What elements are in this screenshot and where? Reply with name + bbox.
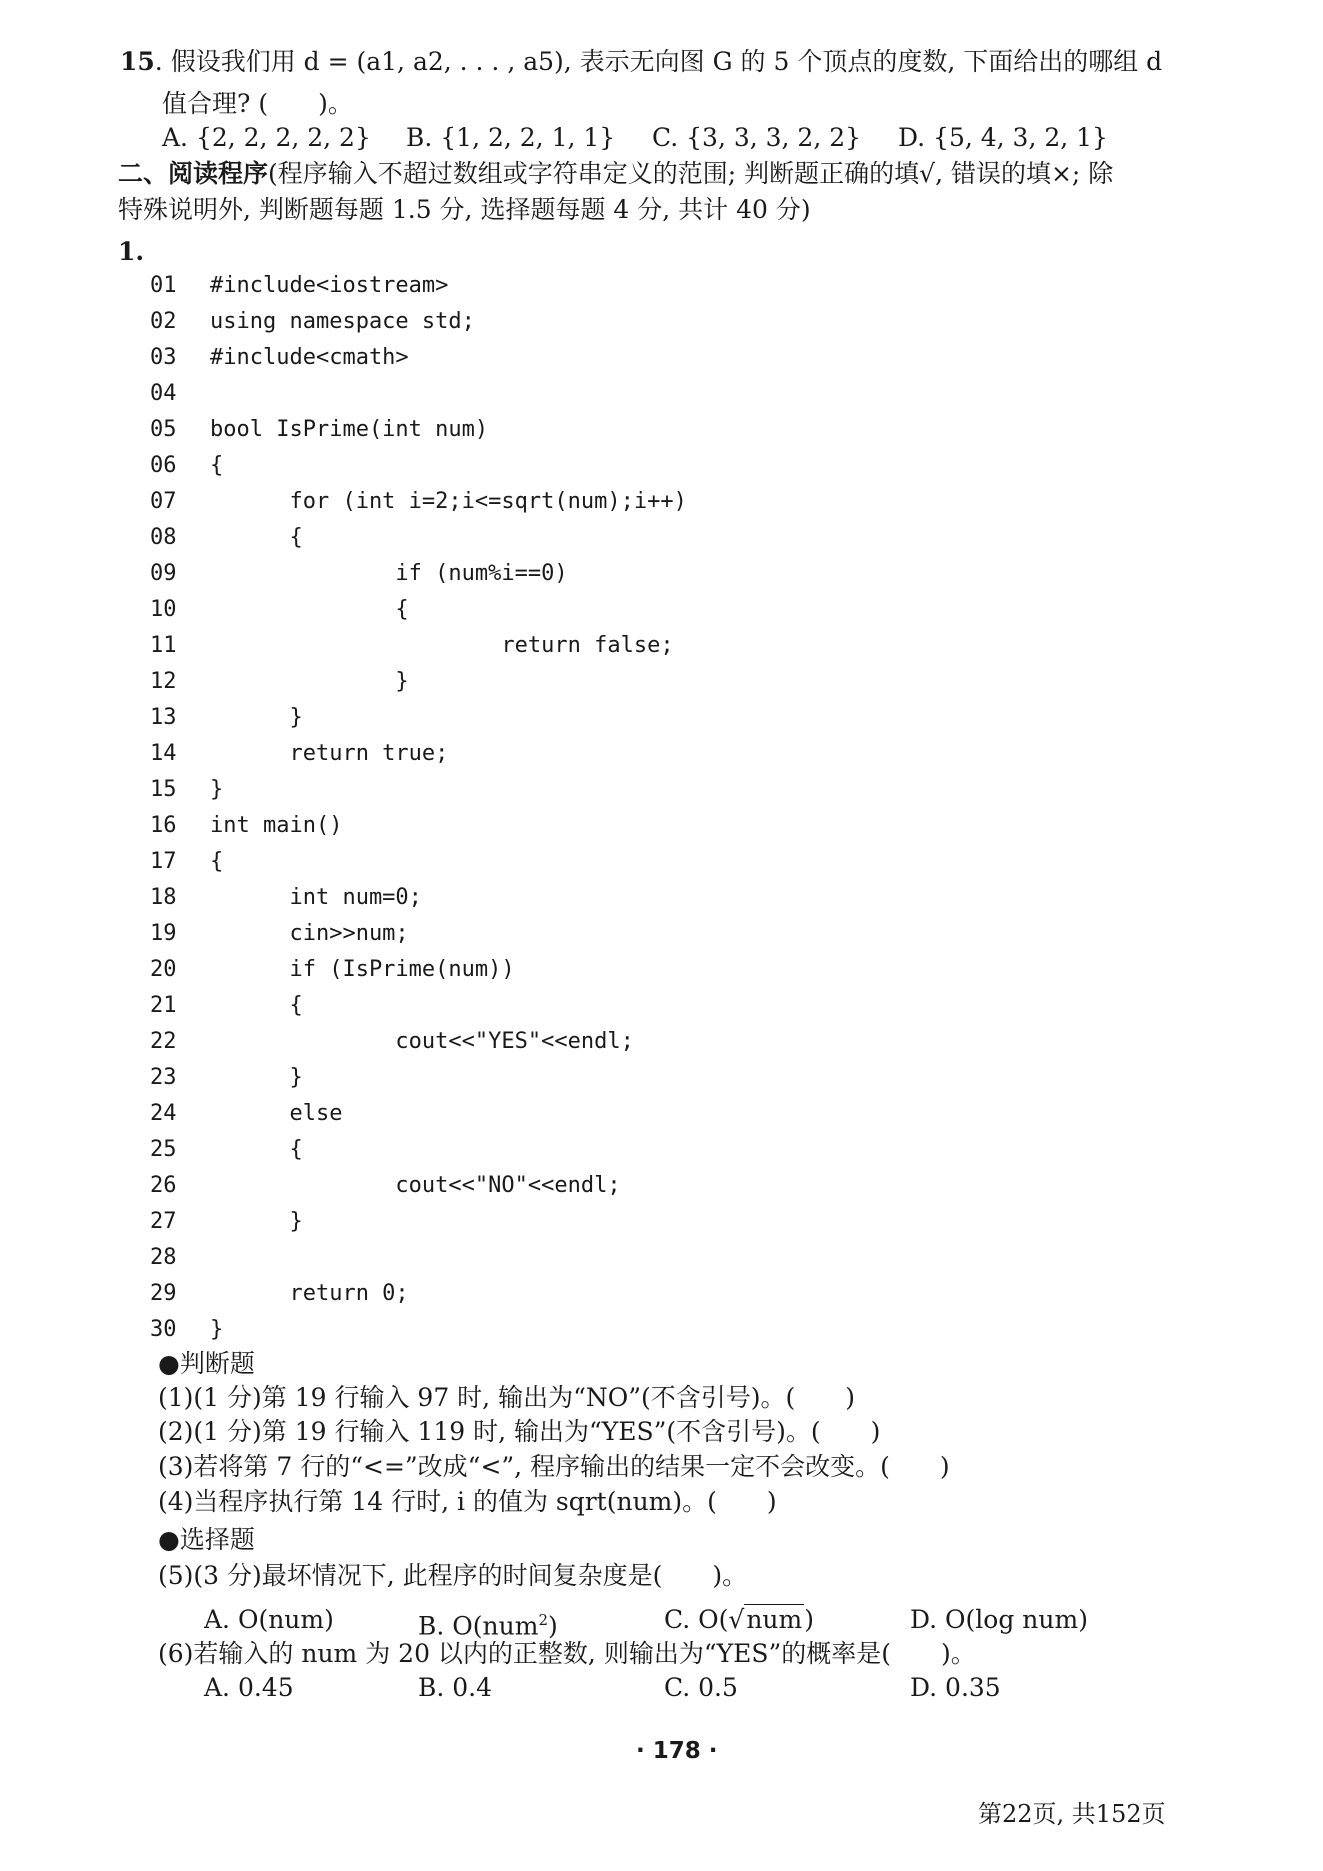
- code-line-text: {: [210, 849, 224, 874]
- code-line: [150, 736, 448, 772]
- code-line-text: for (int i=2;i<=sqrt(num);i++): [210, 489, 687, 514]
- q15-line1: [120, 46, 1162, 78]
- code-line-text: cin>>num;: [210, 921, 409, 946]
- code-line-text: bool IsPrime(int num): [210, 417, 489, 442]
- code-line: [150, 700, 303, 736]
- code-line-text: if (IsPrime(num)): [210, 957, 515, 982]
- code-line-text: }: [210, 1065, 303, 1090]
- code-line-text: if (num%i==0): [210, 561, 568, 586]
- q15-option-c: C. {3, 3, 3, 2, 2}: [652, 123, 862, 152]
- judge-item-2: (2)(1 分)第 19 行输入 119 时, 输出为“YES”(不含引号)。( ): [158, 1417, 881, 1446]
- q6-option-b: B. 0.4: [418, 1673, 493, 1702]
- code-line-text: return false;: [210, 633, 674, 658]
- code-line-number: 06: [150, 453, 177, 478]
- code-line: [150, 268, 448, 304]
- code-line-number: 02: [150, 309, 177, 334]
- q15-option-a: A. {2, 2, 2, 2, 2}: [162, 123, 371, 152]
- code-line-number: 16: [150, 813, 177, 838]
- page-number: · 178 ·: [636, 1738, 718, 1764]
- code-line: [150, 340, 409, 376]
- code-line-number: 17: [150, 849, 177, 874]
- code-line-number: 19: [150, 921, 177, 946]
- code-line-text: }: [210, 705, 303, 730]
- code-line-number: 03: [150, 345, 177, 370]
- code-line: [150, 916, 409, 952]
- q5-option-a: A. O(num): [204, 1605, 334, 1634]
- code-line: [150, 520, 303, 556]
- section-title: 二、阅读程序: [118, 159, 269, 188]
- code-line-number: 10: [150, 597, 177, 622]
- page-info: 第22页, 共152页: [978, 1800, 1166, 1828]
- code-line-text: int main(): [210, 813, 343, 838]
- sqrt-icon: √num: [728, 1605, 803, 1634]
- code-line-text: else: [210, 1101, 343, 1126]
- code-line-number: 18: [150, 885, 177, 910]
- code-line-text: return 0;: [210, 1281, 409, 1306]
- code-block: [150, 268, 850, 1348]
- code-line-number: 15: [150, 777, 177, 802]
- q5-option-c-prefix: C. O(: [664, 1605, 729, 1634]
- code-line-number: 08: [150, 525, 177, 550]
- code-line: [150, 1240, 210, 1276]
- problem-number: 1.: [118, 237, 145, 266]
- code-line-text: }: [210, 777, 224, 802]
- q5-option-d: D. O(log num): [910, 1605, 1088, 1634]
- code-line-number: 21: [150, 993, 177, 1018]
- judge-item-3: (3)若将第 7 行的“<=”改成“<”, 程序输出的结果一定不会改变。( ): [158, 1452, 950, 1481]
- code-line-text: #include<cmath>: [210, 345, 409, 370]
- code-line-text: #include<iostream>: [210, 273, 449, 298]
- code-line-number: 23: [150, 1065, 177, 1090]
- code-line-number: 04: [150, 381, 177, 406]
- code-line: [150, 808, 342, 844]
- code-line-number: 25: [150, 1137, 177, 1162]
- code-line-text: using namespace std;: [210, 309, 475, 334]
- code-line: [150, 628, 674, 664]
- code-line-number: 12: [150, 669, 177, 694]
- code-line: [150, 844, 223, 880]
- code-line: [150, 1312, 223, 1348]
- code-line: [150, 664, 409, 700]
- q6-stem: (6)若输入的 num 为 20 以内的正整数, 则输出为“YES”的概率是( )。: [158, 1639, 976, 1668]
- q5-option-b-exponent: 2: [538, 1611, 548, 1629]
- code-line: [150, 1168, 621, 1204]
- q15-number: 15: [120, 47, 155, 76]
- code-line: [150, 304, 475, 340]
- choice-heading: ●选择题: [158, 1525, 255, 1554]
- code-line: [150, 376, 210, 412]
- code-line: [150, 1024, 634, 1060]
- code-line-text: }: [210, 1209, 303, 1234]
- q6-option-c: C. 0.5: [664, 1673, 738, 1702]
- code-line: [150, 484, 687, 520]
- code-line: [150, 412, 488, 448]
- q5-option-b: [418, 1604, 558, 1642]
- code-line-text: {: [210, 597, 409, 622]
- code-line-text: }: [210, 669, 409, 694]
- code-line: [150, 1132, 303, 1168]
- code-line-text: {: [210, 453, 224, 478]
- code-line: [150, 1204, 303, 1240]
- section-desc-line2: 特殊说明外, 判断题每题 1.5 分, 选择题每题 4 分, 共计 40 分): [118, 195, 811, 224]
- code-line-number: 20: [150, 957, 177, 982]
- q5-stem: (5)(3 分)最坏情况下, 此程序的时间复杂度是( )。: [158, 1561, 748, 1590]
- code-line: [150, 1060, 303, 1096]
- code-line-number: 01: [150, 273, 177, 298]
- q15-option-b: B. {1, 2, 2, 1, 1}: [406, 123, 616, 152]
- code-line: [150, 988, 303, 1024]
- code-line-number: 22: [150, 1029, 177, 1054]
- code-line-number: 11: [150, 633, 177, 658]
- code-line-number: 27: [150, 1209, 177, 1234]
- code-line: [150, 592, 409, 628]
- q6-option-d: D. 0.35: [910, 1673, 1001, 1702]
- q15-option-d: D. {5, 4, 3, 2, 1}: [898, 123, 1108, 152]
- code-line-number: 05: [150, 417, 177, 442]
- code-line-number: 09: [150, 561, 177, 586]
- code-line-text: cout<<"NO"<<endl;: [210, 1173, 621, 1198]
- code-line: [150, 772, 223, 808]
- code-line-text: int num=0;: [210, 885, 422, 910]
- code-line: [150, 952, 515, 988]
- code-line-number: 29: [150, 1281, 177, 1306]
- code-line-number: 24: [150, 1101, 177, 1126]
- judge-item-1: (1)(1 分)第 19 行输入 97 时, 输出为“NO”(不含引号)。( ): [158, 1383, 856, 1412]
- q5-option-c-radicand: num: [746, 1605, 803, 1634]
- code-line-text: }: [210, 1317, 224, 1342]
- code-line-text: {: [210, 993, 303, 1018]
- judge-item-4: (4)当程序执行第 14 行时, i 的值为 sqrt(num)。( ): [158, 1487, 777, 1516]
- code-line: [150, 556, 568, 592]
- section-heading-line1: [118, 158, 1113, 190]
- q5-option-c: [664, 1604, 814, 1636]
- code-line: [150, 448, 223, 484]
- code-line: [150, 1276, 409, 1312]
- code-line-text: {: [210, 525, 303, 550]
- code-line-text: {: [210, 1137, 303, 1162]
- q15-stem-line2: 值合理? ( )。: [162, 89, 353, 118]
- code-line-number: 26: [150, 1173, 177, 1198]
- code-line-number: 30: [150, 1317, 177, 1342]
- code-line: [150, 1096, 342, 1132]
- q5-option-b-suffix: ): [547, 1611, 558, 1641]
- judge-heading: ●判断题: [158, 1349, 255, 1378]
- q15-stem-line1: . 假设我们用 d = (a1, a2, . . . , a5), 表示无向图 G 的 5 个顶点的度数, 下面给出的哪组 d: [154, 47, 1163, 76]
- code-line-number: 07: [150, 489, 177, 514]
- code-line-number: 28: [150, 1245, 177, 1270]
- code-line-number: 14: [150, 741, 177, 766]
- code-line-text: return true;: [210, 741, 449, 766]
- q5-option-b-prefix: B. O(num: [418, 1611, 539, 1641]
- code-line: [150, 880, 422, 916]
- q6-option-a: A. 0.45: [204, 1673, 294, 1702]
- code-line-number: 13: [150, 705, 177, 730]
- code-line-text: cout<<"YES"<<endl;: [210, 1029, 634, 1054]
- section-desc-line1: (程序输入不超过数组或字符串定义的范围; 判断题正确的填√, 错误的填×; 除: [268, 159, 1114, 188]
- q5-option-c-suffix: ): [804, 1605, 815, 1634]
